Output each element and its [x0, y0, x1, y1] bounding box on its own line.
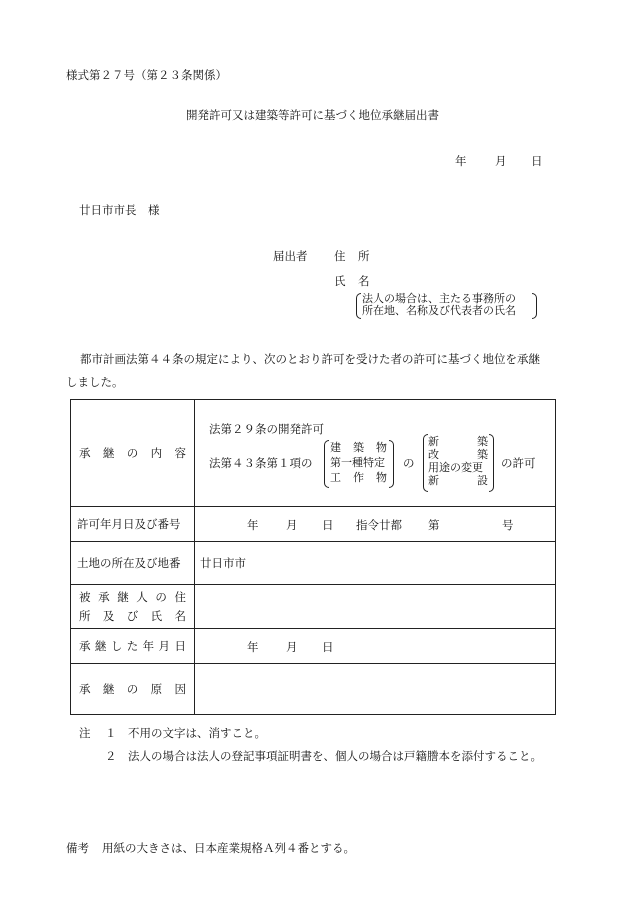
table-row-permit-date: [71, 507, 556, 542]
building-type-class1: 第一種特定: [330, 456, 385, 469]
label-char: 被: [79, 589, 91, 604]
note-2-num: ２: [105, 749, 117, 763]
connector: の: [403, 456, 415, 470]
date-day: 日: [531, 154, 543, 168]
cause-value: [195, 664, 556, 715]
label-char: の: [126, 446, 139, 460]
building-type-building-2: 築: [353, 441, 364, 454]
label-char: 承: [79, 639, 91, 653]
succession-date-cell: [195, 629, 556, 664]
building-type-building-3: 物: [376, 441, 387, 454]
permit-line-1: 法第２９条の開発許可: [209, 422, 324, 436]
label-char: 継: [102, 682, 115, 696]
label-char: 年: [142, 639, 155, 653]
note-2-text: 法人の場合は法人の登記事項証明書を、個人の場合は戸籍謄本を添付すること。: [128, 749, 542, 763]
note-1-text: 不用の文字は、消すこと。: [128, 726, 266, 740]
label-char: 継: [117, 589, 129, 604]
permit-date-label: 許可年月日及び番号: [71, 507, 195, 542]
succession-day: 日: [322, 640, 334, 654]
label-char: の: [126, 682, 139, 696]
table-row-succession-date: [71, 629, 556, 664]
succession-content-label: [71, 400, 195, 507]
predecessor-label: [71, 585, 195, 629]
label-char: 名: [174, 608, 186, 623]
permit-month: 月: [286, 518, 298, 532]
addressee: 廿日市市長 様: [79, 203, 160, 217]
label-char: 内: [150, 446, 163, 460]
table-row-succession-content: [71, 400, 556, 507]
permit-year: 年: [247, 518, 259, 532]
label-char: の: [155, 589, 167, 604]
permit-designation: 指令廿都: [356, 518, 402, 532]
permit-day: 日: [322, 518, 334, 532]
label-char: 容: [174, 446, 186, 460]
action-new-build-2: 築: [477, 435, 488, 448]
building-type-structure-3: 物: [376, 471, 387, 484]
notes-prefix: 注: [79, 726, 91, 740]
building-types-right-bracket: [389, 440, 394, 488]
name-label-1: 氏: [334, 274, 346, 288]
statement-line-2: しました。: [66, 375, 124, 389]
remark-label: 備考: [66, 841, 89, 855]
action-new-build-1: 新: [428, 435, 439, 448]
label-char: 月: [158, 639, 171, 653]
label-char: 人: [136, 589, 148, 604]
label-char: 住: [174, 589, 186, 604]
note-1-num: １: [105, 726, 117, 740]
table-row-land: [71, 542, 556, 585]
remark-text: 用紙の大きさは、日本産業規格Ａ列４番とする。: [102, 841, 355, 855]
action-new-install-1: 新: [428, 474, 439, 487]
label-char: び: [126, 608, 139, 623]
action-new-install-2: 設: [477, 474, 488, 487]
label-char: 承: [79, 446, 91, 460]
address-label-2: 所: [358, 249, 370, 263]
predecessor-value: [195, 585, 556, 629]
actions-right-bracket: [489, 434, 494, 492]
action-rebuild-2: 築: [477, 448, 488, 461]
building-type-structure-1: 工: [330, 471, 341, 484]
table-row-predecessor: [71, 585, 556, 629]
permit-line-2-prefix: 法第４３条第１項の: [209, 456, 313, 470]
label-char: し: [110, 639, 123, 653]
date-year: 年: [455, 154, 467, 168]
form-title: 開発許可又は建築等許可に基づく地位承継届出書: [186, 108, 439, 122]
succession-table: [70, 399, 556, 715]
form-number: 様式第２７号（第２３条関係）: [66, 68, 227, 82]
succession-content-cell: [195, 400, 556, 507]
permit-suffix: の許可: [501, 456, 536, 470]
building-type-building-1: 建: [330, 441, 341, 454]
action-use-change: 用途の変更: [428, 461, 483, 474]
cause-label: [71, 664, 195, 715]
label-char: 承: [79, 682, 91, 696]
corporate-note-right-bracket: [532, 293, 537, 319]
succession-year: 年: [247, 640, 259, 654]
succession-date-label: [71, 629, 195, 664]
label-char: 日: [174, 639, 186, 653]
label-char: 因: [174, 682, 186, 696]
corporate-note-line-2: 所在地、名称及び代表者の氏名: [362, 304, 516, 317]
notifier-label: 届出者: [273, 249, 308, 263]
table-row-cause: [71, 664, 556, 715]
corporate-note-line-1: 法人の場合は、主たる事務所の: [362, 292, 516, 305]
land-label: 土地の所在及び地番: [71, 542, 195, 585]
permit-number-prefix: 第: [428, 518, 440, 532]
building-types-left-bracket: [324, 440, 329, 488]
label-char: 継: [102, 446, 115, 460]
label-char: 及: [102, 608, 115, 623]
action-rebuild-1: 改: [428, 448, 439, 461]
date-month: 月: [495, 154, 507, 168]
permit-date-cell: [195, 507, 556, 542]
label-char: 原: [150, 682, 163, 696]
corporate-note-left-bracket: [356, 293, 361, 319]
building-type-structure-2: 作: [353, 471, 364, 484]
label-char: 承: [98, 589, 110, 604]
label-char: た: [126, 639, 139, 653]
statement-line-1: 都市計画法第４４条の規定により、次のとおり許可を受けた者の許可に基づく地位を承継: [80, 352, 540, 366]
label-char: 継: [94, 639, 107, 653]
permit-number-suffix: 号: [502, 518, 514, 532]
label-char: 所: [79, 608, 91, 623]
land-value: 廿日市市: [195, 542, 556, 585]
address-label-1: 住: [334, 249, 346, 263]
succession-month: 月: [286, 640, 298, 654]
label-char: 氏: [150, 608, 163, 623]
name-label-2: 名: [358, 274, 370, 288]
